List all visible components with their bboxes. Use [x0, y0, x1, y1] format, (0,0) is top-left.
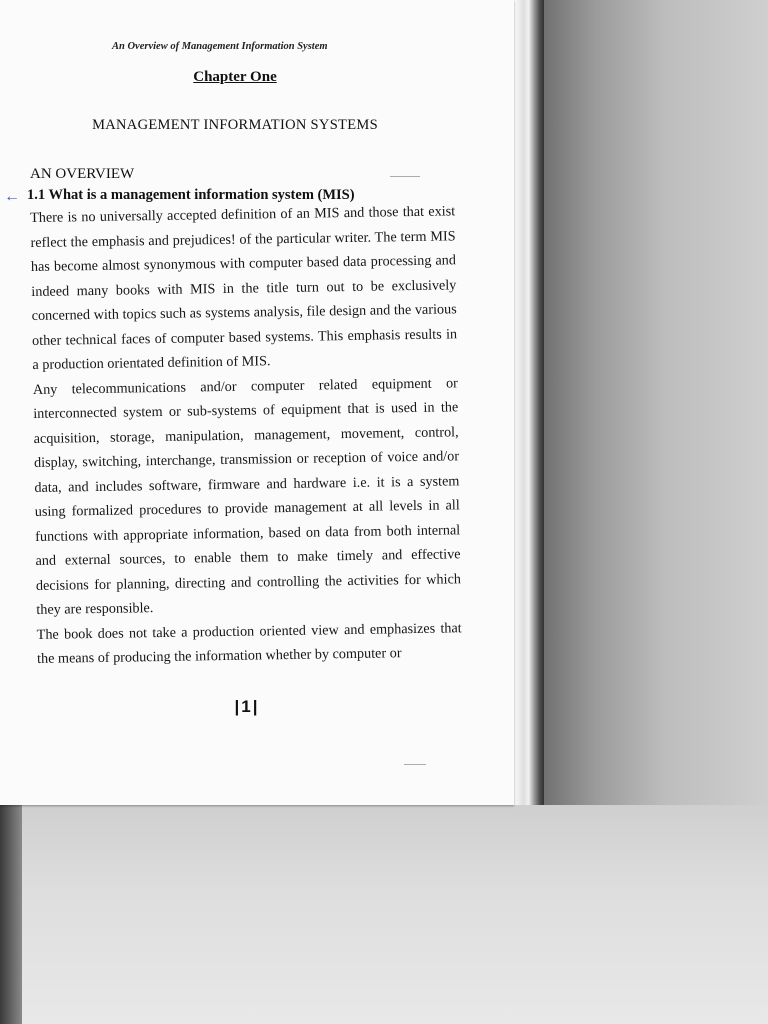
book-spine	[522, 0, 544, 805]
main-title: MANAGEMENT INFORMATION SYSTEMS	[92, 117, 378, 133]
body-text	[30, 199, 462, 671]
page-number: |1|	[234, 697, 260, 716]
scanner-shadow	[0, 805, 22, 1024]
paragraph: The book does not take a production oriented view and emphasizes that the means of producing the information whether by computer or	[36, 619, 462, 667]
paragraph: Any telecommunications and/or computer related equipment or interconnected system or sub-systems of equipment that is used in the acquisition, storage, manipulation, management, movement, control, display, switching, interchange, transmission or reception of voice and/or data, and includes software, firmware and hardware i.e. it is a system using formalized procedures to provide management at all levels in all functions with appropriate information, based on data from both internal and external sources, to enable them to make timely and effective decisions for planning, directing and controlling the activities for which they are responsible.	[32, 374, 462, 618]
scan-speck	[390, 176, 420, 177]
subsection-heading: 1.1 What is a management information system (MIS)	[27, 187, 355, 203]
scanner-background	[540, 0, 768, 805]
section-heading: AN OVERVIEW	[30, 166, 135, 182]
chapter-title: Chapter One	[193, 69, 277, 85]
paragraph: There is no universally accepted definition of an MIS and those that exist reflect the emphasis and prejudices! of the particular writer. The term MIS has become almost synonymous with computer based data processing and indeed many books with MIS in the title turn out to be exclusively concerned with topics such as systems analysis, file design and the various other technical faces of computer based systems. This emphasis results in a production orientated definition of MIS.	[30, 203, 458, 373]
running-head: An Overview of Management Information System	[112, 41, 328, 52]
pen-mark-icon: ←	[4, 188, 20, 205]
scan-speck	[404, 764, 426, 765]
scanner-background-bottom	[0, 805, 768, 1024]
